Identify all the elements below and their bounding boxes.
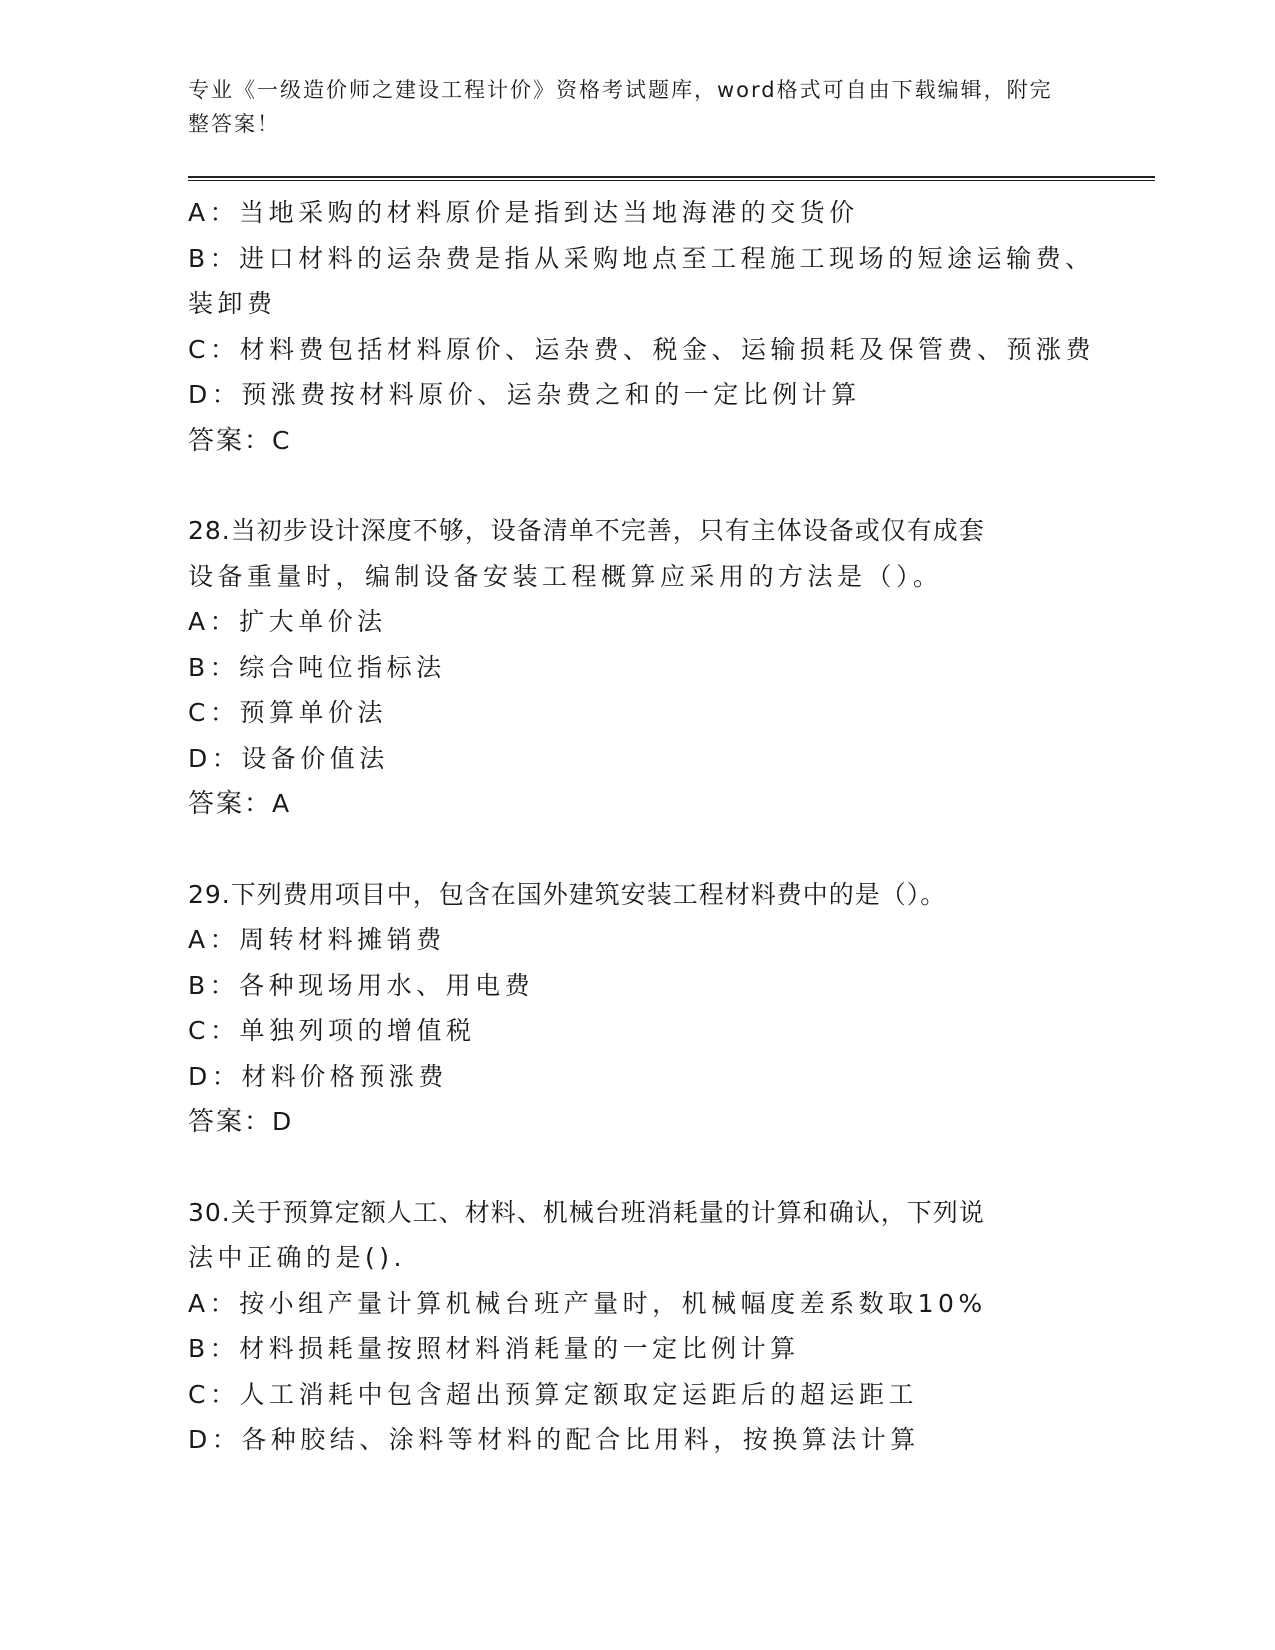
answer-value: C (272, 425, 292, 455)
question-block-30 (188, 1190, 1088, 1463)
answer-line (188, 781, 1088, 827)
spacer (188, 827, 1088, 872)
answer-value: D (272, 1107, 294, 1136)
question-text-line-1: 29.下列费用项目中，包含在国外建筑安装工程材料费中的是（）。 (188, 879, 947, 909)
document-header: 专业《一级造价师之建设工程计价》资格考试题库，word格式可自由下载编辑，附完整答案！ (188, 78, 1053, 136)
answer-label: 答案： (188, 1107, 273, 1137)
option-c: C：材料费包括材料原价、运杂费、税金、运输损耗及保管费、预涨费 (188, 334, 1095, 364)
spacer (188, 463, 1088, 508)
question-text-line-1: 28.当初步设计深度不够，设备清单不完善，只有主体设备或仅有成套 (188, 516, 985, 545)
answer-label: 答案： (188, 425, 273, 456)
option-a: A：扩大单价法 (188, 607, 387, 636)
spacer (188, 1145, 1088, 1190)
option-d: D：各种胶结、涂料等材料的配合比用料，按换算法计算 (188, 1425, 920, 1454)
question-text-line-2: 法中正确的是(). (188, 1243, 406, 1272)
option-b: B：各种现场用水、用电费 (188, 970, 535, 1000)
answer-line (188, 1099, 1088, 1145)
option-d: D：预涨费按材料原价、运杂费之和的一定比例计算 (188, 380, 861, 409)
answer-value: A (272, 789, 292, 818)
question-text-line-2: 设备重量时，编制设备安装工程概算应采用的方法是（）。 (188, 561, 943, 591)
question-block-29 (188, 872, 1088, 1145)
option-b: B：材料损耗量按照材料消耗量的一定比例计算 (188, 1334, 800, 1363)
option-c: C：人工消耗中包含超出预算定额取定运距后的超运距工 (188, 1379, 918, 1409)
option-b-continued: 装卸费 (188, 289, 277, 318)
question-text-line-1: 30.关于预算定额人工、材料、机械台班消耗量的计算和确认，下列说 (188, 1197, 985, 1227)
option-b: B：综合吨位指标法 (188, 652, 446, 682)
option-a: A：按小组产量计算机械台班产量时，机械幅度差系数取10% (188, 1288, 987, 1318)
option-d: D：设备价值法 (188, 743, 389, 773)
option-a: A：当地采购的材料原价是指到达当地海港的交货价 (188, 198, 859, 227)
question-block-28 (188, 508, 1088, 827)
option-c: C：预算单价法 (188, 698, 387, 727)
option-b: B：进口材料的运杂费是指从采购地点至工程施工现场的短途运输费、 (188, 243, 1095, 273)
option-d: D：材料价格预涨费 (188, 1061, 448, 1091)
answer-line (188, 418, 1088, 464)
option-a: A：周转材料摊销费 (188, 925, 446, 954)
question-content (188, 190, 1095, 1463)
question-block-27 (188, 190, 1095, 463)
option-c: C：单独列项的增值税 (188, 1016, 476, 1045)
header-divider (188, 176, 1155, 181)
answer-label: 答案： (188, 789, 273, 819)
